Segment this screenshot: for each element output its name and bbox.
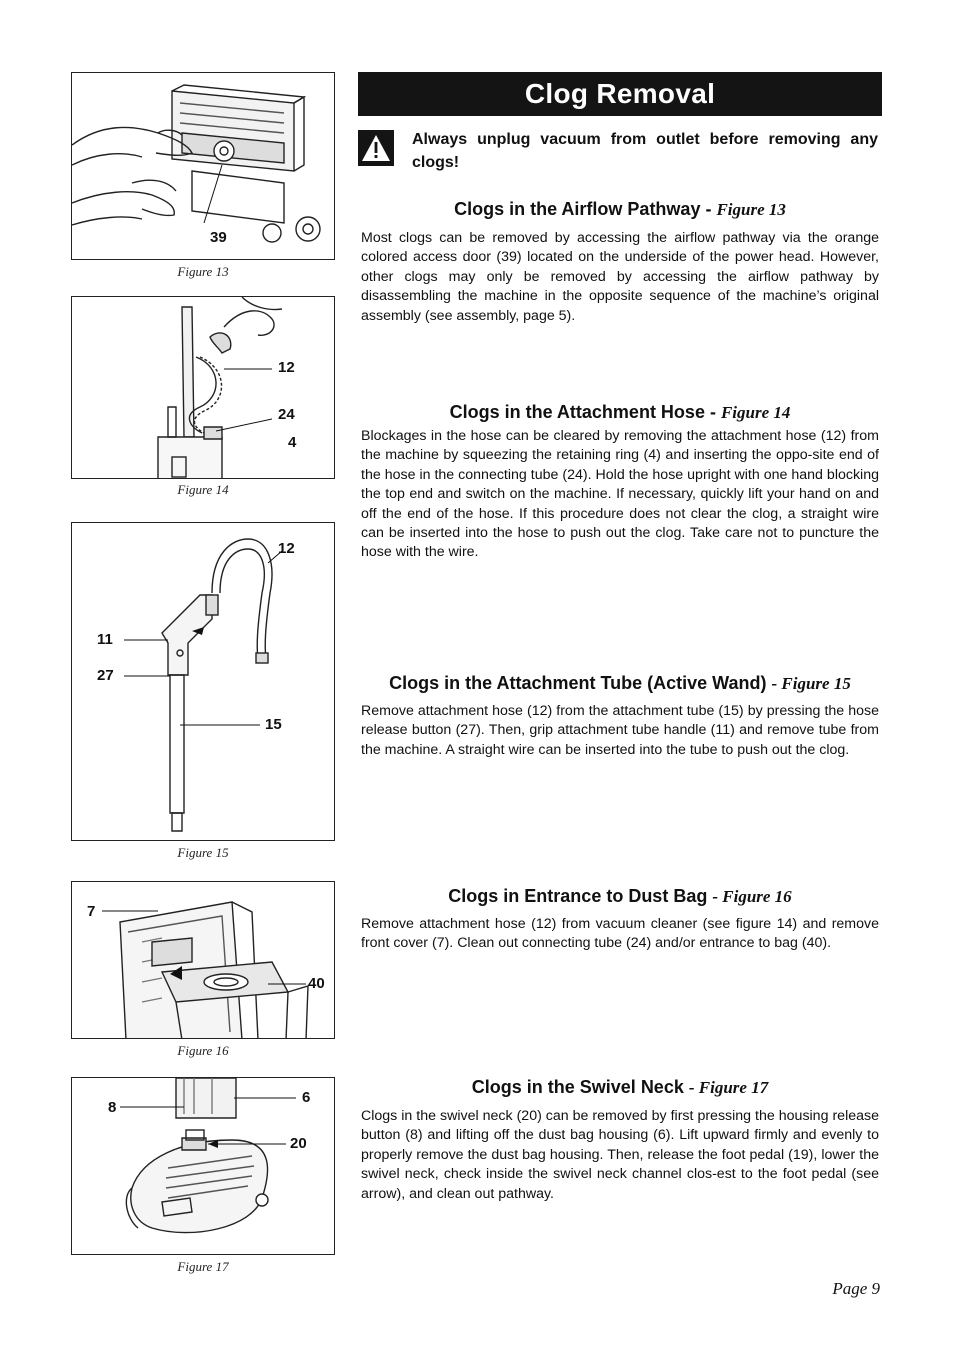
attachment-hose-illustration [72,297,335,479]
section-figure-ref: - Figure 15 [771,674,851,693]
figure-15 [71,522,335,841]
figure-13-caption: Figure 13 [177,264,229,279]
page-number: Page 9 [832,1279,880,1298]
section-heading-text: Clogs in the Attachment Hose - [449,402,716,422]
section-figure-ref: - Figure 17 [688,1078,769,1097]
section-heading-text: Clogs in the Attachment Tube (Active Wand) [389,673,767,693]
callout-12: 12 [278,540,295,557]
section-figure-ref: Figure 13 [716,200,786,219]
section-figure-ref: Figure 14 [720,403,791,422]
callout-40: 40 [308,975,325,992]
section-heading-swivel-neck [358,1077,882,1098]
callout-27: 27 [97,667,114,684]
section-heading-dust-bag [358,886,882,907]
section-heading-tube [358,673,882,694]
section-heading-text: Clogs in Entrance to Dust Bag [448,886,708,906]
figure-16-caption: Figure 16 [177,1043,229,1058]
power-head-illustration [72,73,335,260]
figure-17-caption: Figure 17 [177,1259,229,1274]
section-body-tube: Remove attachment hose (12) from the attachment tube (15) by pressing the hose release button (27). Then, grip attachment tube handle (11) and remove tube from the machine. A straight wire can be inserted into the tube to push out the clog. [361,703,879,758]
section-heading-text: Clogs in the Airflow Pathway - [454,199,712,219]
page-title-bar [358,72,882,116]
section-heading-hose [358,402,882,423]
callout-12: 12 [278,359,295,376]
section-heading-airflow [358,199,882,220]
callout-7: 7 [87,903,96,920]
callout-6: 6 [302,1089,311,1106]
section-body-dust-bag: Remove attachment hose (12) from vacuum cleaner (see figure 14) and remove front cover (7). Clean out connecting tube (24) and/or entrance to bag (40). [361,916,879,952]
warning-triangle-icon [358,130,394,166]
figure-17 [71,1077,335,1255]
callout-24: 24 [278,406,295,423]
callout-20: 20 [290,1135,307,1152]
section-body-hose: Blockages in the hose can be cleared by removing the attachment hose (12) from the machine by squeezing the retaining ring (4) and inserting the oppo-site end of the hose in the connecting tube (24). Hold the hose upright with one hand blocking the top end and switch on the machine. If necessary, quickly lift your hand on and off the end of the hose. If this procedure does not clear the clog, a straight wire can be inserted into the hose to push out the clog. Take care not to puncture the hose with the wire. [361,428,879,561]
callout-39: 39 [210,229,227,246]
figure-15-caption: Figure 15 [177,845,229,860]
callout-4: 4 [288,434,297,451]
figure-14 [71,296,335,479]
figure-14-caption: Figure 14 [177,482,229,497]
callout-11: 11 [97,631,113,648]
figure-13 [71,72,335,260]
callout-8: 8 [108,1099,117,1116]
section-figure-ref: - Figure 16 [712,887,792,906]
section-body-airflow: Most clogs can be removed by accessing the airflow pathway via the orange colored access door (39) located on the underside of the power head. However, other clogs may only be removed by accessing the airflow pathway by disassembling the machine in the opposite sequence of the machine’s original assembly (see assembly, page 5). [361,230,879,324]
section-heading-text: Clogs in the Swivel Neck [471,1077,684,1097]
figure-16 [71,881,335,1039]
section-body-swivel-neck: Clogs in the swivel neck (20) can be removed by first pressing the housing release button (8) and lifting off the dust bag housing (6). Lift upward firmly and evenly to properly remove the dust bag housing. Then, release the foot pedal (19), lower the swivel neck, check inside the swivel neck channel clos-est to the foot pedal (see arrow), and clean out pathway. [361,1108,879,1202]
dust-bag-entrance-illustration [72,882,335,1039]
callout-15: 15 [265,716,282,733]
page-title: Clog Removal [524,78,716,109]
warning-text: Always unplug vacuum from outlet before removing any clogs! [412,131,878,171]
